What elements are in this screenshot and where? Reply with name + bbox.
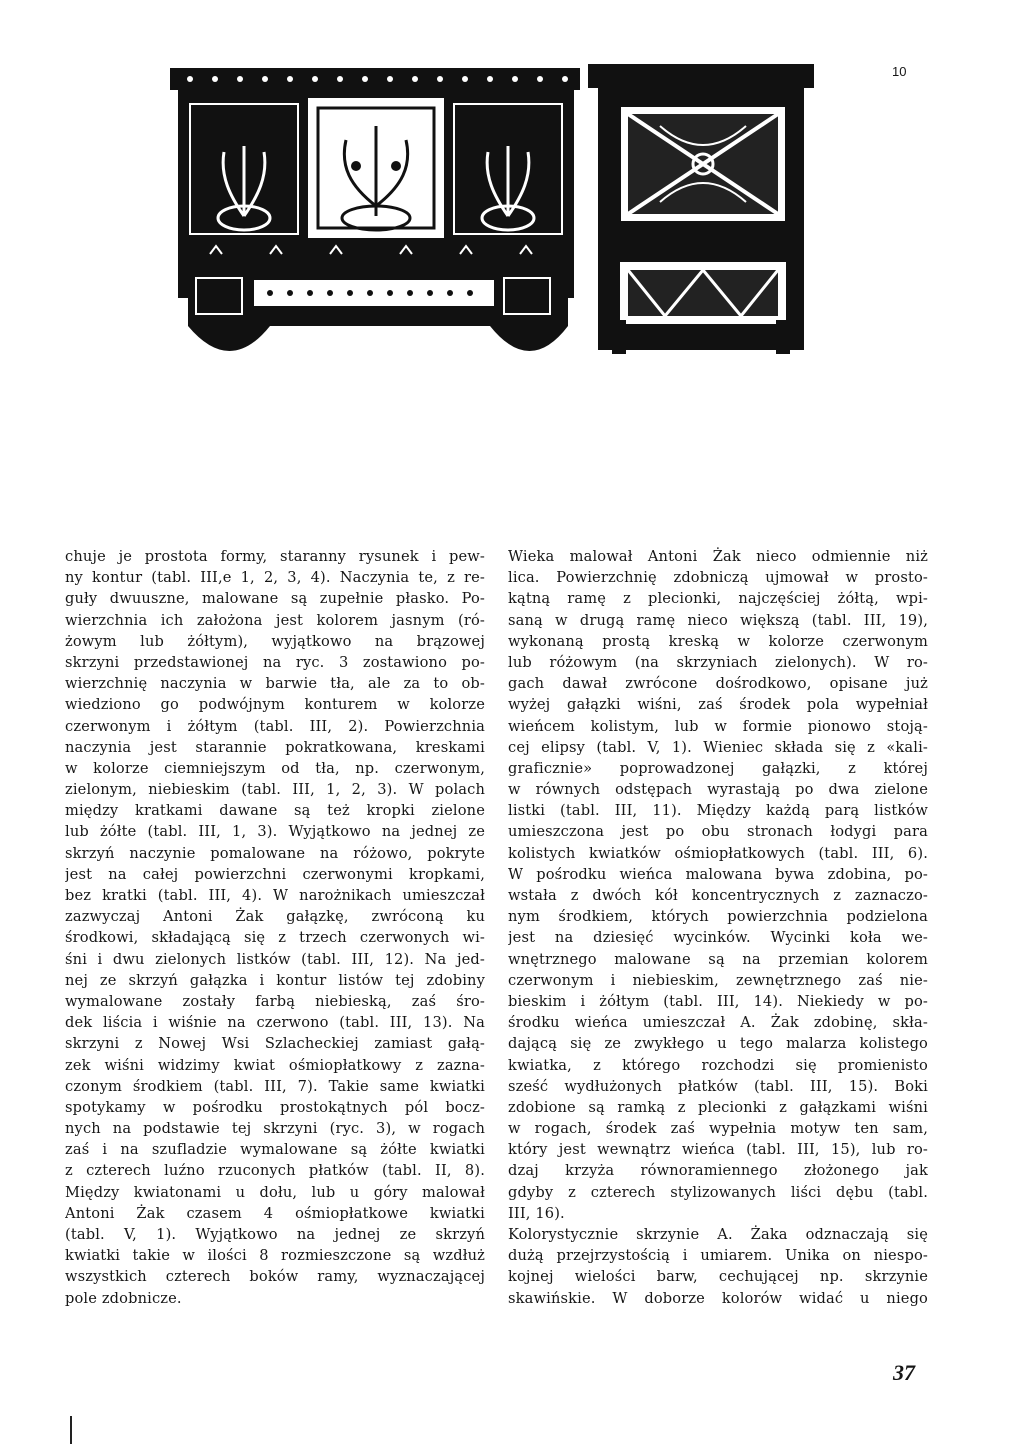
text-line: dzaj krzyża równoramiennego złożonego jak (508, 1162, 928, 1180)
text-line: gdyby z czterech stylizowanych liści dębu (tabl. (508, 1183, 928, 1201)
text-line: kolistych kwiatków ośmiopłatkowych (tabl. III, 6). (508, 844, 928, 862)
text-line: kwiatki takie w ilości 8 rozmieszczone są wzdłuż (65, 1247, 485, 1265)
text-line: nych na podstawie tej skrzyni (ryc. 3), w rogach (65, 1120, 485, 1138)
text-line: z czterech luźno rzuconych płatków (tabl. II, 8). (65, 1162, 485, 1180)
text-line: wszystkich czterech boków ramy, wyznaczającej (65, 1268, 485, 1286)
figure-number: 10 (892, 64, 907, 79)
text-line: lica. Powierzchnię zdobniczą ujmował w prosto- (508, 569, 928, 587)
text-line: Kolorystycznie skrzynie A. Żaka odznaczają się (508, 1226, 928, 1243)
text-line: nym środkiem, których powierzchnia podzielona (508, 908, 928, 926)
text-line: guły dwuuszne, malowane są zupełnie płasko. Po- (65, 590, 485, 608)
text-line: jest na dziesięć wycinków. Wycinki koła we- (508, 929, 928, 947)
text-line: Antoni Żak czasem 4 ośmiopłatkowe kwiatki (65, 1204, 485, 1222)
text-line: wierzchnia ich założona jest kolorem jasnym (ró- (65, 611, 485, 629)
text-line: wykonaną prostą kreską w kolorze czerwonym (508, 632, 928, 650)
text-line: który jest wewnątrz wieńca (tabl. III, 15), lub ro- (508, 1141, 928, 1159)
text-line: wieńcem kolistym, lub w formie pionowo stoją- (508, 717, 928, 735)
text-line: saną w drugą ramę nieco większą (tabl. III, 19), (508, 611, 928, 629)
text-line: sześć wydłużonych płatków (tabl. III, 15). Boki (508, 1077, 928, 1095)
text-line: między kratkami dawane są też kropki zielone (65, 802, 485, 820)
text-line: graficznie» poprowadzonej gałązki, z której (508, 759, 928, 777)
text-line: wymalowane zostały farbą niebieską, zaś śro- (65, 992, 485, 1010)
text-line: spotykamy w pośrodku prostokątnych pól bocz- (65, 1098, 485, 1116)
text-line: bieskim i żółtym (tabl. III, 14). Niekiedy w po- (508, 992, 928, 1010)
text-line: dającą się ze zwykłego u tego malarza kolistego (508, 1035, 928, 1053)
text-line: Wieka malował Antoni Żak nieco odmiennie niż (508, 548, 928, 565)
text-line: zielonym, niebieskim (tabl. III, 1, 2, 3). W polach (65, 781, 485, 799)
text-line: śni i dwu zielonych listków (tabl. III, 12). Na jed- (65, 950, 485, 968)
page-number: 37 (893, 1360, 915, 1385)
text-line: gach dawał zwrócone dośrodkowo, opisane już (508, 675, 928, 693)
text-line: ny kontur (tabl. III,e 1, 2, 3, 4). Naczynia te, z re- (65, 569, 485, 587)
text-line: wstała z dwóch kół koncentrycznych z zaznaczo- (508, 887, 928, 904)
text-line: skrzyń naczynie pomalowane na różowo, pokryte (65, 844, 485, 862)
text-line: żowym lub żółtym), wyjątkowo na brązowej (65, 632, 485, 650)
text-line: skawińskie. W doborze kolorów widać u niego (508, 1289, 928, 1307)
text-line: czerwonym i niebieskim, zewnętrznego zaś nie- (508, 971, 928, 989)
text-line: środku wieńca umieszczał A. Żak zdobinę, skła- (508, 1014, 928, 1032)
text-line: skrzyni z Nowej Wsi Szlacheckiej zamiast gałą- (65, 1035, 485, 1053)
text-line: w równych odstępach wyrastają po dwa zielone (508, 781, 928, 799)
text-line: czonym środkiem (tabl. III, 7). Takie same kwiatki (65, 1077, 485, 1095)
chest-illustration (160, 56, 840, 366)
text-line: w kolorze ciemniejszym od tła, np. czerwonym, (65, 759, 485, 777)
text-line: zek wiśni widzimy kwiat ośmiopłatkowy z zazna- (65, 1056, 485, 1074)
text-line: w rogach, środek zaś wypełnia motyw ten sam, (508, 1120, 928, 1138)
text-line: W pośrodku wieńca malowana bywa zdobina, po- (508, 865, 928, 883)
text-line: nej ze skrzyń gałązka i kontur listów tej zdobiny (65, 971, 485, 989)
text-line: naczynia jest starannie pokratkowana, kreskami (65, 738, 485, 756)
text-line: dużą przejrzystością i umiarem. Unika on niespo- (508, 1247, 928, 1265)
text-line: kwiatka, z którego rozchodzi się promienisto (508, 1056, 928, 1074)
text-line: umieszczona jest po obu stronach łodygi para (508, 823, 928, 841)
text-column-right (508, 546, 928, 1309)
text-line: cej elipsy (tabl. V, 1). Wieniec składa się z «kali- (508, 738, 928, 756)
text-line: kątną ramę z plecionki, najczęściej żółtą, wpi- (508, 590, 928, 608)
text-line: wnętrznego malowane są na przemian kolorem (508, 950, 928, 968)
text-line: zazwyczaj Antoni Żak gałązkę, zwróconą ku (65, 908, 485, 926)
text-line: zdobione są ramką z plecionki z gałązkami wiśni (508, 1098, 928, 1116)
text-line: Między kwiatonami u dołu, lub u góry malował (65, 1183, 485, 1201)
margin-mark (70, 1416, 72, 1444)
text-line: skrzyni przedstawionej na ryc. 3 zostawiono po- (65, 653, 485, 671)
text-line: lub żółte (tabl. III, 1, 3). Wyjątkowo na jednej ze (65, 823, 485, 841)
text-line: kojnej wielości barw, cechującej np. skrzynie (508, 1268, 928, 1286)
text-line: wyżej gałązki wiśni, zaś środek pola wypełniał (508, 696, 928, 714)
text-line: pole zdobnicze. (65, 1289, 182, 1307)
painted-chest-front-icon (170, 68, 580, 351)
text-line: chuje je prostota formy, staranny rysunek i pew- (65, 548, 485, 565)
painted-chest-side-icon (588, 64, 814, 354)
text-line: lub różowym (na skrzyniach zielonych). W ro- (508, 653, 928, 671)
text-line: jest na całej powierzchni czerwonymi kropkami, (65, 865, 485, 883)
text-line: czerwonym i żółtym (tabl. III, 2). Powierzchnia (65, 717, 485, 735)
text-line: wierzchnię naczynia w barwie tła, ale za to ob- (65, 675, 485, 693)
text-line: (tabl. V, 1). Wyjątkowo na jednej ze skrzyń (65, 1226, 485, 1243)
text-line: zaś i na szufladzie wymalowane są żółte kwiatki (65, 1141, 485, 1159)
text-column-left (65, 546, 485, 1309)
text-line: środkowi, składającą się z trzech czerwonych wi- (65, 929, 485, 947)
text-line: wiedziono go podwójnym konturem w kolorze (65, 696, 485, 714)
text-line: dek liścia i wiśnie na czerwono (tabl. III, 13). Na (65, 1014, 485, 1032)
text-line: bez kratki (tabl. III, 4). W narożnikach umieszczał (65, 887, 485, 904)
text-line: III, 16). (508, 1204, 565, 1222)
text-line: listki (tabl. III, 11). Między każdą parą listków (508, 802, 928, 820)
